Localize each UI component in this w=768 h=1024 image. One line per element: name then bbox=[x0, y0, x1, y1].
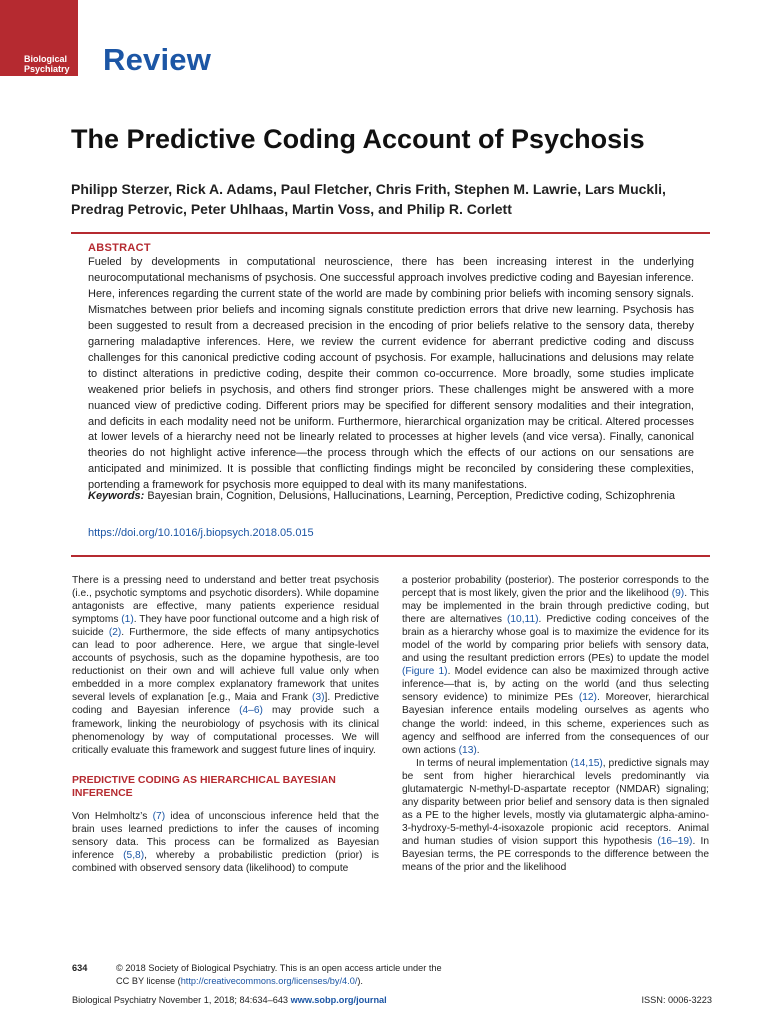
license-link[interactable]: http://creativecommons.org/licenses/by/4.0/ bbox=[180, 976, 358, 986]
abstract-text: Fueled by developments in computational neuroscience, there has been increasing interest in the underlying neurocomputational mechanisms of psychosis. One successful approach involves predictive coding and Bayesian inference. Here, inferences regarding the current state of the world are made by combining prior beliefs with incoming sensory signals. Mismatches between prior beliefs and incoming signals constitute prediction errors that drive new learning. Psychosis has been suggested to result from a decreased precision in the encoding of prior beliefs relative to the sensory data, thereby garnering maladaptive inferences. Here, we review the current evidence for aberrant predictive coding and discuss challenges for this canonical predictive coding account of psychosis. For example, hallucinations and delusions may relate to distinct alterations in predictive coding, despite their common co-occurrence. More broadly, some studies implicate weakened prior beliefs in psychosis, and others find stronger priors. These challenges might be answered with a more nuanced view of predictive coding. Different priors may be specified for different sensory modalities and their integration, and deficits in each modality need not be uniform. Furthermore, hierarchical organization may be critical. Altered processes at lower levels of a hierarchy need not be linearly related to processes at higher levels (and vice versa). Finally, canonical theories do not highlight active inference—the process through which the effects of our actions on our sensations are anticipated and minimized. It is possible that conflicting findings might be reconciled by considering these complexities, portending a framework for psychosis more equipped to deal with its many manifestations. bbox=[88, 256, 694, 492]
citation-link[interactable]: (2) bbox=[108, 627, 122, 639]
citation-link[interactable]: (7) bbox=[152, 810, 166, 822]
author-list: Philipp Sterzer, Rick A. Adams, Paul Fletcher, Chris Frith, Stephen M. Lawrie, Lars Muckli, Predrag Petrovic, Peter Uhlhaas, Martin Voss, and Philip R. Corlett bbox=[71, 181, 666, 217]
keywords bbox=[88, 489, 694, 505]
license-line-1: © 2018 Society of Biological Psychiatry. This is an open access article under the bbox=[116, 963, 442, 973]
intro-paragraph: There is a pressing need to understand and better treat psychosis (i.e., psychotic symptoms and psychotic disorders). While dopamine antagonists are effective, many patients experience residual symptoms (1). They have poor functional outcome and a high risk of suicide (2). Furthermore, the side effects of many antipsychotics can lead to poor adherence. Here, we argue that single-level accounts of psychosis, such as the dopamine hypothesis, are too reductionist on their own and will achieve full value only when embedded in a more complex explanatory framework that unites several levels of explanation [e.g., Maia and Frank (3)]. Predictive coding and Bayesian inference (4–6) may provide such a framework, linking the neurobiology of psychosis with its clinical phenomenology by way of computational processes. We will critically evaluate this framework and suggest future lines of inquiry. bbox=[72, 575, 380, 756]
section-heading: PREDICTIVE CODING AS HIERARCHICAL BAYESIAN INFERENCE bbox=[72, 773, 336, 800]
body-paragraph: Von Helmholtz’s (7) idea of unconscious inference held that the brain uses learned predictions to infer the causes of incoming sensory data. This process can be formalized as Bayesian inference (5,8), whereby a probabilistic prediction (prior) is combined with observed sensory data (likelihood) to compute bbox=[72, 810, 379, 874]
left-column bbox=[72, 574, 379, 875]
citation-link[interactable]: (1) bbox=[121, 614, 134, 626]
logo-line-2: Psychiatry bbox=[24, 64, 70, 74]
abstract-bottom-rule bbox=[71, 555, 710, 557]
citation-link[interactable]: (5,8) bbox=[123, 849, 145, 861]
issn: ISSN: 0006-3223 bbox=[641, 995, 712, 1005]
citation-link[interactable]: (10,11) bbox=[507, 614, 539, 626]
citation-link[interactable]: (3) bbox=[312, 692, 325, 704]
right-column bbox=[402, 574, 709, 874]
page-footer: 634 © 2018 Society of Biological Psychiatry. This is an open access article under the CC BY license (http://creativecommons.org/licenses/by/4.0/). Biological Psychiatry November 1, 2018; 84:634–643 www.sobp.org/journal ISSN: 0006-3223 bbox=[72, 963, 712, 1005]
section-label: Review bbox=[103, 42, 212, 77]
article-title: The Predictive Coding Account of Psychosis bbox=[71, 124, 645, 154]
abstract-heading: ABSTRACT bbox=[88, 242, 151, 254]
keywords-label: Keywords: bbox=[88, 490, 145, 502]
journal-site-link[interactable]: www.sobp.org/journal bbox=[290, 995, 387, 1005]
body-paragraph: In terms of neural implementation (14,15), predictive signals may be sent from higher hierarchical levels predominantly via glutamatergic N-methyl-D-aspartate receptor (NMDAR) signaling; any disparity between prior belief and sensory data is then signaled as a PE to the higher levels, mostly via glutamatergic alpha-amino-3-hydroxy-5-methyl-4-isoxazole propionic acid receptors. Animal and human studies of vision support this hypothesis (16–19). In Bayesian terms, the PE corresponds to the difference between the means of the prior and the likelihood bbox=[402, 757, 709, 874]
citation-link[interactable]: (9) bbox=[671, 588, 685, 600]
citation-link[interactable]: (16–19) bbox=[657, 835, 693, 847]
logo-line-1: Biological bbox=[24, 54, 68, 64]
figure-link[interactable]: (Figure 1) bbox=[402, 666, 448, 678]
citation-link[interactable]: (4–6) bbox=[239, 705, 263, 717]
keywords-list: Bayesian brain, Cognition, Delusions, Hallucinations, Learning, Perception, Predictive coding, Schizophrenia bbox=[147, 490, 676, 502]
doi-link[interactable]: https://doi.org/10.1016/j.biopsych.2018.05.015 bbox=[88, 527, 314, 539]
page-number: 634 bbox=[72, 963, 88, 973]
journal-citation: Biological Psychiatry November 1, 2018; 84:634–643 bbox=[72, 995, 291, 1005]
citation-link[interactable]: (14,15) bbox=[570, 757, 603, 769]
abstract-top-rule bbox=[71, 232, 710, 234]
citation-link[interactable]: (12) bbox=[578, 692, 597, 704]
body-paragraph: a posterior probability (posterior). The posterior corresponds to the percept that is most likely, given the prior and the likelihood (9). This may be implemented in the brain through predictive coding, but there are alternatives (10,11). Predictive coding conceives of the brain as a hierarchy whose goal is to maximize the evidence for its model of the world by comparing prior beliefs with sensory data, and using the resultant prediction errors (PEs) to update the model (Figure 1). Model evidence can also be maximized through active inference—that is, by acting on the world (and thus selecting sensory evidence) to minimize PEs (12). Moreover, hierarchical Bayesian inference entails modeling ourselves as agents who change the world: indeed, in this scheme, experiences such as agency and selfhood are inferred from the consequences of our own actions (13). bbox=[402, 575, 709, 756]
journal-logo bbox=[0, 0, 78, 76]
citation-link[interactable]: (13) bbox=[458, 744, 477, 756]
